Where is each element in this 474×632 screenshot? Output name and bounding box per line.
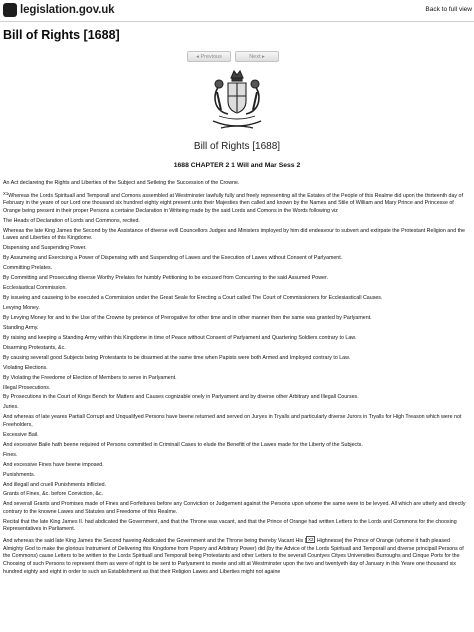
paragraph: By Violating the Freedome of Election of Members to serve in Parlyament. bbox=[3, 374, 177, 381]
next-button[interactable]: Next ▸ bbox=[235, 51, 279, 62]
section-heading: Fines. bbox=[3, 451, 18, 458]
section-heading: Ecclesiastical Commission. bbox=[3, 285, 67, 292]
paragraph: Recital that the late King James II. had abdicated the Government, and that the Throne was vacant, and that the Prince of Orange had written Letters to the Lords and Commons for the choosing Representatives in Parliament. bbox=[3, 518, 457, 533]
paragraph: And illegall and cruell Punishments inflicted. bbox=[3, 481, 107, 488]
paragraph: And whereas the said late King James the Second haveing Abdicated the Government and the Throne being thereby Vacant His [ X2 Highnesse] the Prince of Orange (whome it hath pleased Almighty God to make the glorious Instrument of Delivering this Kingdome from Popery and Arbitrary Power) did (by the Advice of the Lords Spirituall and Temporall and diverse principall Persons of the Commons) cause Letters to be written to the Lords Spirituall and Temporall being Protestants and other Letters to the severall Countyes Cityes Universities Burroughs and Cinque Ports for the Choosing of such Persons to represent them as were of right to be sent to Parlyament to meete and sitt at Westminster upon the two and twentyeth day of January in this Yeare one thousand six hundred eighty and eight in order to such an Establishment as that their Religion Lawes and Liberties might not againe bbox=[3, 537, 464, 575]
royal-coat-of-arms-icon bbox=[207, 66, 267, 132]
section-heading: The Heads of Declaration of Lords and Commons, recited. bbox=[3, 217, 140, 224]
section-heading: Standing Army. bbox=[3, 324, 39, 331]
site-logo-text: legislation.gov.uk bbox=[20, 4, 115, 16]
section-heading: Levying Money. bbox=[3, 305, 40, 312]
section-heading: Grants of Fines, &c. before Conviction, &c. bbox=[3, 491, 104, 498]
paragraph: An Act declareing the Rights and Liberties of the Subject and Setleing the Succession of the Crowne. bbox=[3, 180, 240, 186]
previous-label: Previous bbox=[200, 53, 222, 60]
paragraph: By raising and keeping a Standing Army within this Kingdome in time of Peace without Consent of Parlyament and Quartering Soldiers contrary to Law. bbox=[3, 334, 357, 341]
pager bbox=[187, 51, 279, 62]
paragraph: By Committing and Prosecuting diverse Worthy Prelates for humbly Petitioning to be excused from Concurring to the said Assumed Power. bbox=[3, 275, 328, 282]
crown-icon bbox=[3, 3, 17, 17]
paragraph: And whereas of late yeares Partiall Corrupt and Unqualifyed Persons have beene returned and served on Juryes in Tryalls and particularly diverse Jurors in Tryalls for High Treason which were not Freeholders, bbox=[3, 414, 462, 428]
paragraph-text: Whereas the Lords Spirituall and Temporall and Comons assembled at Westminster lawfully fully and freely representing all the Estates of the People of this Realme did upon the thirteenth day of February in the yeare of our Lord one thousand six hundred eighty eight present unto their Majesties then called and known by the Names and Stile of William and Mary Prince and Princesse of Orange being present in their proper Persons a certaine Declaration in Writeing made by the said Lords and Comons in the Words following viz bbox=[3, 192, 463, 215]
footnote-marker-x2[interactable]: X2 bbox=[308, 537, 314, 543]
page-title: Bill of Rights [1688] bbox=[3, 28, 120, 42]
section-heading: Punishments. bbox=[3, 471, 36, 478]
paragraph: By Assumeing and Exercising a Power of Dispensing with and Suspending of Lawes and the Execution of Lawes without Consent of Parlyament. bbox=[3, 255, 343, 262]
section-heading: Disarming Protestants, &c. bbox=[3, 344, 66, 351]
paragraph-text: And whereas the said late King James the Second haveing Abdicated the Government and the Throne being thereby Vacant His bbox=[3, 538, 304, 545]
site-logo[interactable] bbox=[3, 3, 114, 17]
section-heading: Illegal Prosecutions. bbox=[3, 384, 51, 391]
paragraph bbox=[3, 190, 471, 216]
document-body bbox=[3, 180, 471, 632]
chapter-heading: 1688 CHAPTER 2 1 Will and Mar Sess 2 bbox=[173, 162, 301, 169]
paragraph-text: Highnesse] the Prince of Orange (whome it hath pleased Almighty God to make the glorious Instrument of Delivering this Kingdome from Popery and Arbitrary Power) did (by the Advice of the Lords Spirituall and Temporall and diverse principall Persons of the Commons) cause Letters to be written to the Lords Spirituall and Temporall being Protestants and other Letters to the severall Countyes Cityes Universities Burroughs and Cinque Ports for the Choosing of such Persons to represent them as were of right to be sent to Parlyament to meete and sitt at Westminster upon the two and twentyeth day of January in this Yeare one thousand six hundred eighty and eight in order to such an Establishment as that their Religion Lawes and Liberties might not againe bbox=[3, 538, 464, 575]
previous-button[interactable]: ◂ Previous bbox=[187, 51, 231, 62]
next-label: Next bbox=[249, 53, 261, 60]
site-header bbox=[0, 0, 474, 22]
paragraph: By issueing and causeing to be executed a Commission under the Great Seale for Erecting a Court called The Court of Commissioners for Ecclesiasticall Causes. bbox=[3, 295, 383, 302]
section-heading: Dispensing and Suspending Power. bbox=[3, 245, 87, 252]
section-heading: Violating Elections. bbox=[3, 364, 48, 371]
section-heading: Juries. bbox=[3, 404, 19, 411]
paragraph: By Prosecutions in the Court of Kings Bench for Matters and Causes cognizable onely in Parlyament and by diverse other Arbitrary and Illegall Courses. bbox=[3, 394, 359, 401]
paragraph: By causing severall good Subjects being Protestants to be disarmed at the same time when Papists were both Armed and Imployed contrary to Law. bbox=[3, 354, 351, 361]
paragraph: Whereas the late King James the Second by the Assistance of diverse evill Councellors Judges and Ministers imployed by him did endeavour to subvert and extirpate the Protestant Religion and the Lawes and Liberties of this Kingdome. bbox=[3, 227, 465, 242]
footnote-marker-x1[interactable]: X1 bbox=[3, 190, 9, 196]
paragraph: And excessive Fines have beene imposed. bbox=[3, 461, 104, 468]
section-heading: Excessive Bail. bbox=[3, 431, 39, 438]
document-title: Bill of Rights [1688] bbox=[193, 141, 281, 152]
back-to-full-view-link[interactable]: Back to full view bbox=[425, 6, 472, 13]
paragraph: And excessive Baile hath beene required of Persons committed in Criminall Cases to elude the Benefitt of the Lawes made for the Liberty of the Subjects. bbox=[3, 441, 363, 448]
paragraph: And severall Grants and Promises made of Fines and Forfeitures before any Conviction or Judgement against the Persons upon whome the same were to be levyed. All which are utterly and directly contrary to the knowne Lawes and Statutes and Freedome of this Realme. bbox=[3, 501, 466, 515]
section-heading: Committing Prelates. bbox=[3, 265, 53, 272]
paragraph: By Levying Money for and to the Use of the Crowne by pretence of Prerogative for other time and in other manner then the same was granted by Parlyament. bbox=[3, 314, 372, 321]
